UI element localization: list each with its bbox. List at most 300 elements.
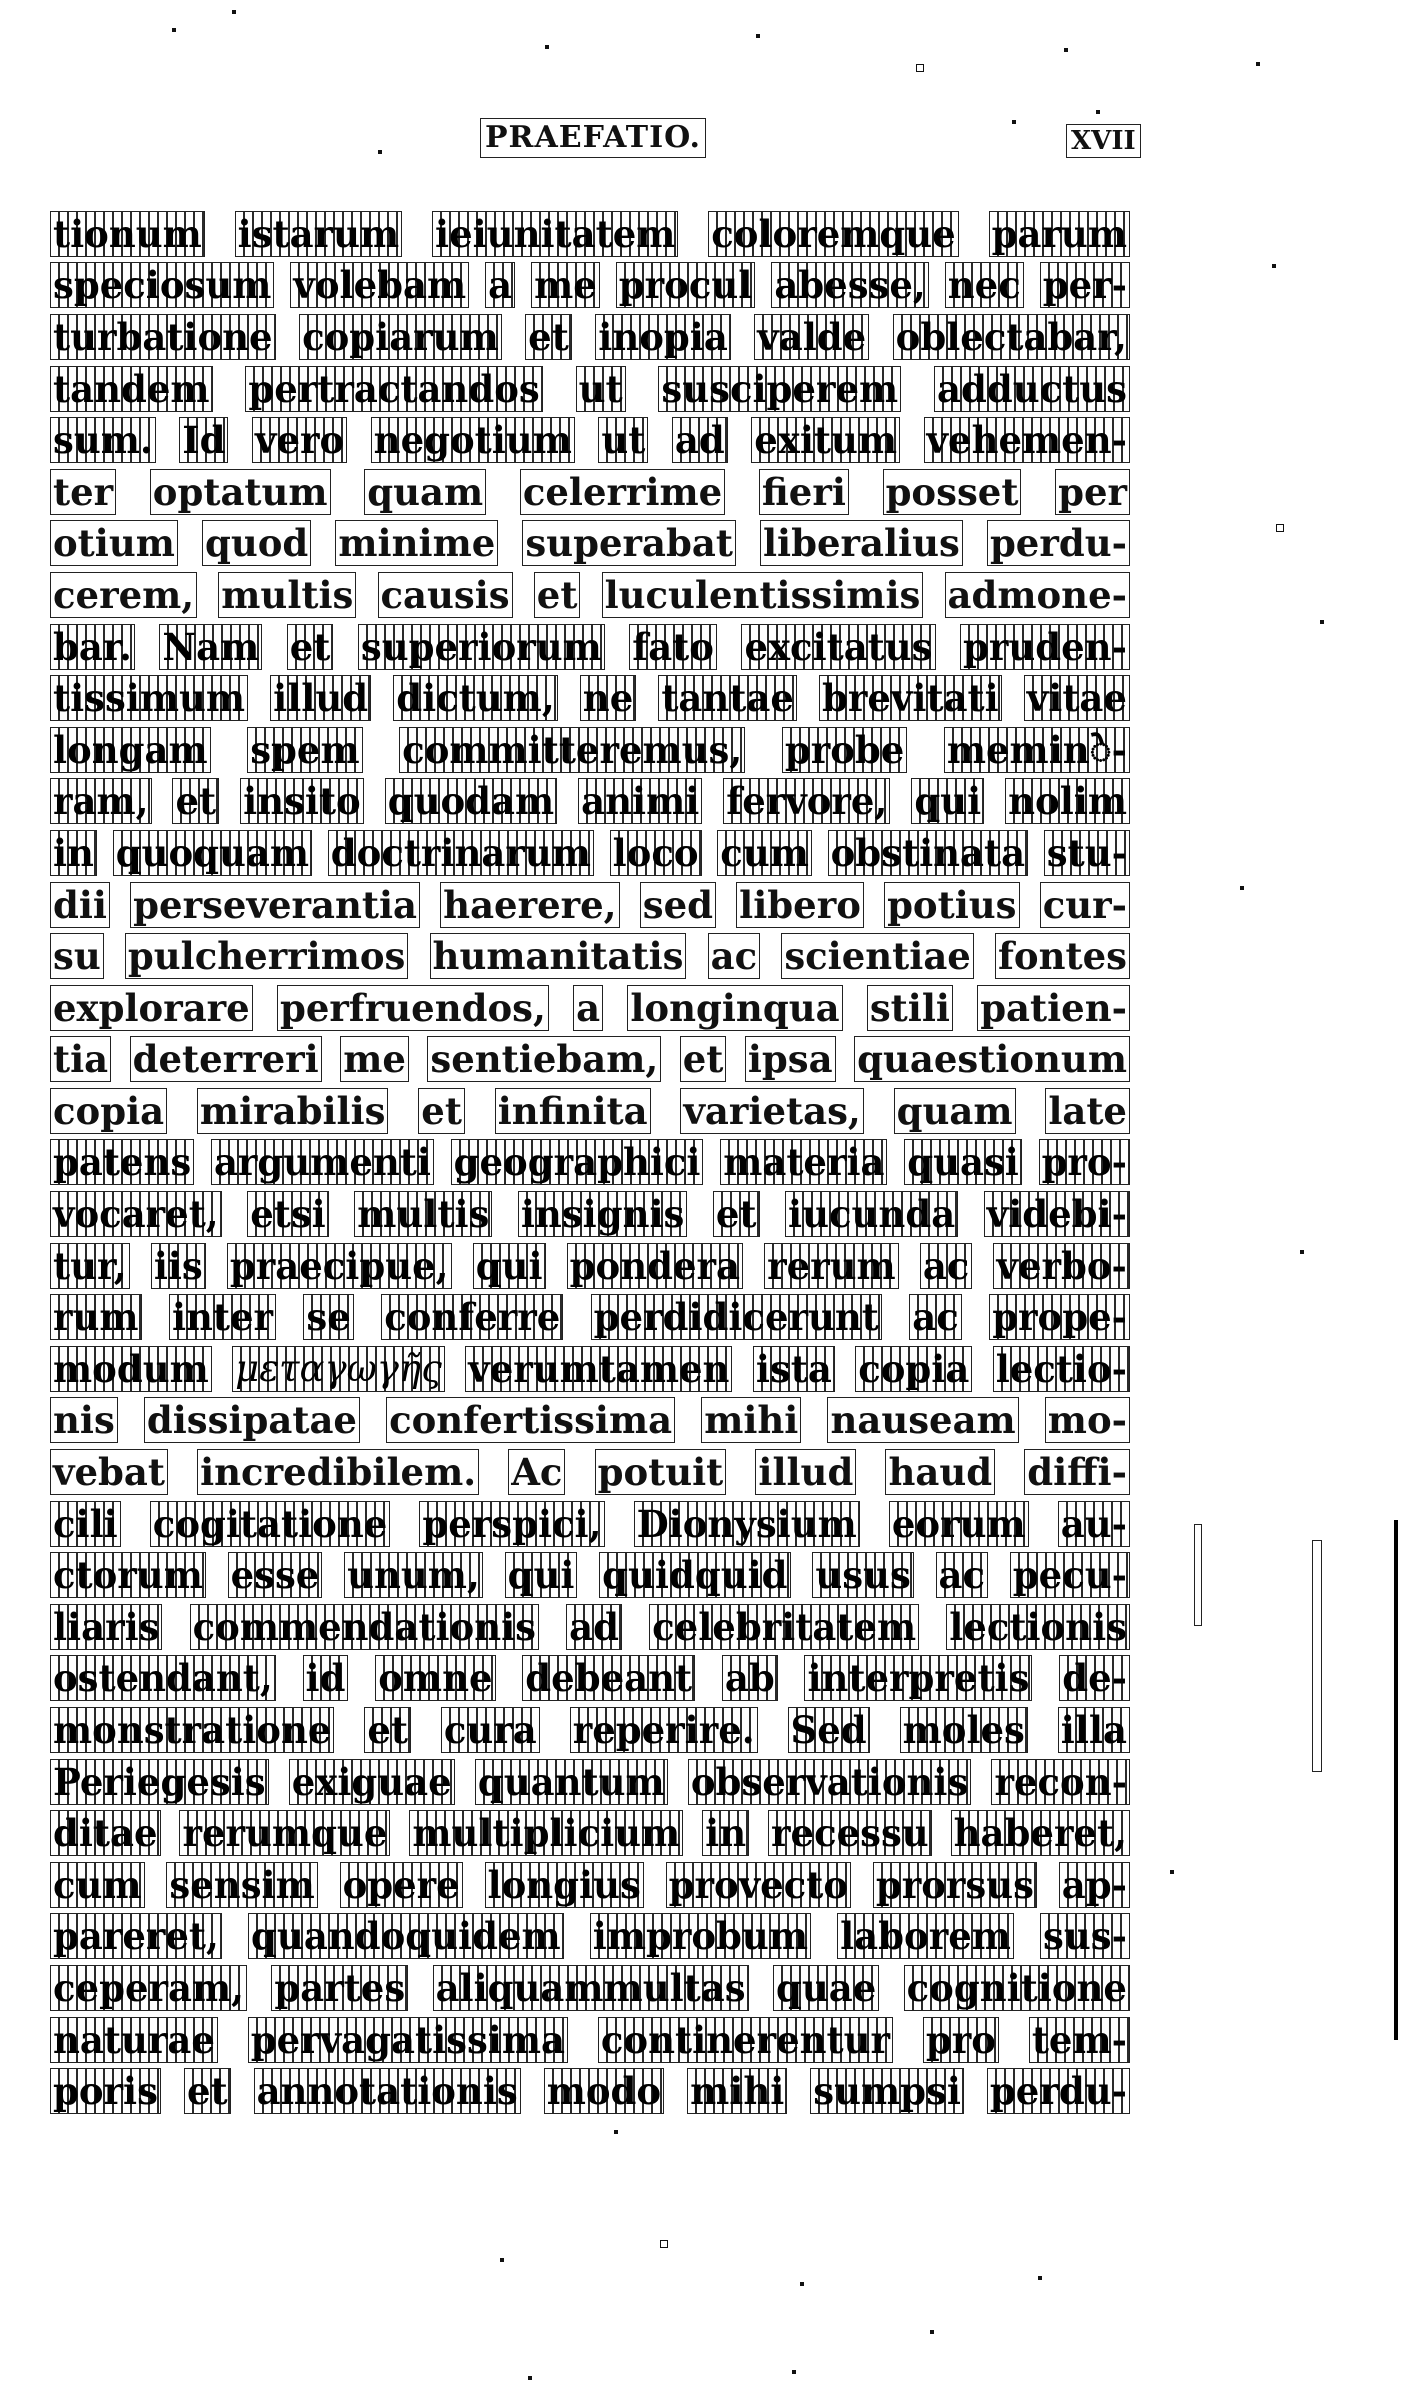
word-box: libero bbox=[736, 882, 864, 928]
word-box: pro bbox=[923, 2017, 999, 2063]
scan-speck bbox=[614, 2130, 618, 2134]
word-box: minime bbox=[335, 520, 498, 566]
word-box: diffi- bbox=[1024, 1449, 1130, 1495]
word-box: perspici, bbox=[419, 1501, 604, 1547]
text-line bbox=[50, 569, 1130, 621]
word-box: modo bbox=[544, 2068, 664, 2114]
word-box: adductus bbox=[934, 366, 1130, 412]
word-box: et bbox=[418, 1088, 465, 1134]
text-line bbox=[50, 1343, 1130, 1395]
word-box: fieri bbox=[759, 469, 849, 515]
word-box: fato bbox=[629, 624, 717, 670]
word-box: illud bbox=[755, 1449, 856, 1495]
scan-speck bbox=[1240, 886, 1244, 890]
scan-speck bbox=[1272, 264, 1276, 268]
word-box: verumtamen bbox=[465, 1346, 732, 1392]
word-box: iucunda bbox=[785, 1191, 958, 1237]
scan-speck bbox=[1256, 62, 1260, 66]
word-box: longinqua bbox=[627, 985, 842, 1031]
word-box: luculentissimis bbox=[602, 572, 924, 618]
scan-speck bbox=[1064, 48, 1068, 52]
margin-bracket bbox=[1194, 1524, 1202, 1626]
text-line bbox=[50, 1291, 1130, 1343]
word-box: posset bbox=[883, 469, 1022, 515]
word-box: cum bbox=[717, 830, 812, 876]
word-box: interpretis bbox=[804, 1655, 1032, 1701]
word-box: mirabilis bbox=[197, 1088, 389, 1134]
word-box: procul bbox=[616, 262, 756, 308]
word-box: me bbox=[340, 1036, 409, 1082]
word-box: haud bbox=[885, 1449, 995, 1495]
word-box: multis bbox=[218, 572, 356, 618]
word-box: quam bbox=[364, 469, 486, 515]
word-box: et bbox=[680, 1036, 727, 1082]
word-box: qui bbox=[911, 778, 984, 824]
word-box: ut bbox=[576, 366, 626, 412]
word-box: ad bbox=[566, 1604, 622, 1650]
word-box: verbo- bbox=[993, 1243, 1129, 1289]
word-box: rum bbox=[50, 1294, 142, 1340]
running-head: PRAEFATIO. bbox=[480, 118, 706, 158]
text-line bbox=[50, 208, 1130, 260]
word-box: patien- bbox=[977, 985, 1130, 1031]
word-box: haerere, bbox=[440, 882, 619, 928]
word-box: ostendant, bbox=[50, 1655, 276, 1701]
word-box: ad bbox=[672, 417, 728, 463]
word-box: Id bbox=[179, 417, 228, 463]
word-box: de- bbox=[1059, 1655, 1130, 1701]
word-box: ac bbox=[909, 1294, 962, 1340]
word-box: perseverantia bbox=[130, 882, 420, 928]
scan-speck bbox=[756, 34, 760, 38]
text-line bbox=[50, 414, 1130, 466]
word-box: ipsa bbox=[745, 1036, 836, 1082]
word-box: quaestionum bbox=[854, 1036, 1130, 1082]
word-box: multiplicium bbox=[409, 1810, 683, 1856]
word-box: au- bbox=[1058, 1501, 1130, 1547]
word-box: mo- bbox=[1045, 1397, 1130, 1443]
word-box: scientiae bbox=[781, 933, 974, 979]
text-line bbox=[50, 1240, 1130, 1292]
text-line bbox=[50, 363, 1130, 415]
word-box: cerem, bbox=[50, 572, 197, 618]
word-box: partes bbox=[271, 1965, 408, 2011]
word-box: esse bbox=[228, 1552, 323, 1598]
word-box: sum. bbox=[50, 417, 156, 463]
word-box: cum bbox=[50, 1862, 145, 1908]
word-box: quandoquidem bbox=[248, 1913, 564, 1959]
word-box: me bbox=[531, 262, 600, 308]
word-box: geographici bbox=[451, 1139, 704, 1185]
word-box: iis bbox=[151, 1243, 206, 1289]
word-box: cur- bbox=[1040, 882, 1130, 928]
word-box: superiorum bbox=[358, 624, 605, 670]
word-box: liaris bbox=[50, 1604, 162, 1650]
word-box: pondera bbox=[567, 1243, 743, 1289]
word-box: reperire. bbox=[570, 1707, 758, 1753]
word-box: quasi bbox=[904, 1139, 1022, 1185]
word-box: pecu- bbox=[1010, 1552, 1130, 1598]
scan-speck bbox=[660, 2240, 668, 2248]
word-box: spem bbox=[247, 727, 362, 773]
word-box: sentiebam, bbox=[427, 1036, 661, 1082]
word-box: rerum bbox=[764, 1243, 899, 1289]
body-text bbox=[50, 208, 1130, 2117]
word-box: ne bbox=[580, 675, 636, 721]
word-box: valde bbox=[754, 314, 869, 360]
word-box: qui bbox=[505, 1552, 578, 1598]
word-box: cura bbox=[441, 1707, 540, 1753]
text-line bbox=[50, 1085, 1130, 1137]
word-box: lectionis bbox=[946, 1604, 1130, 1650]
text-line bbox=[50, 1601, 1130, 1653]
text-line bbox=[50, 1962, 1130, 2014]
word-box: ctorum bbox=[50, 1552, 206, 1598]
word-box: recessu bbox=[768, 1810, 932, 1856]
scan-speck bbox=[1276, 524, 1284, 532]
word-box: Dionysium bbox=[634, 1501, 860, 1547]
word-box: pervagatissima bbox=[248, 2017, 568, 2063]
word-box: bar. bbox=[50, 624, 135, 670]
scan-speck bbox=[1170, 1870, 1174, 1874]
word-box: admone- bbox=[945, 572, 1130, 618]
word-box: Periegesis bbox=[50, 1759, 269, 1805]
text-line bbox=[50, 1137, 1130, 1189]
word-box: patens bbox=[50, 1139, 194, 1185]
word-box: ac bbox=[708, 933, 761, 979]
word-box: videbi- bbox=[984, 1191, 1130, 1237]
word-box: infinita bbox=[495, 1088, 651, 1134]
word-box: pro- bbox=[1039, 1139, 1130, 1185]
word-box: pruden- bbox=[960, 624, 1130, 670]
word-box: loco bbox=[610, 830, 702, 876]
word-box: abesse, bbox=[771, 262, 928, 308]
word-box: quod bbox=[202, 520, 311, 566]
word-box: late bbox=[1045, 1088, 1130, 1134]
word-box: naturae bbox=[50, 2017, 218, 2063]
word-box: longius bbox=[485, 1862, 644, 1908]
word-box: otium bbox=[50, 520, 178, 566]
word-box: Nam bbox=[159, 624, 262, 670]
text-line bbox=[50, 466, 1130, 518]
word-box: id bbox=[303, 1655, 349, 1701]
word-box: sensim bbox=[166, 1862, 317, 1908]
text-line bbox=[50, 621, 1130, 673]
word-box: nis bbox=[50, 1397, 118, 1443]
text-line bbox=[50, 2014, 1130, 2066]
word-box: insito bbox=[240, 778, 364, 824]
word-box: vehemen- bbox=[924, 417, 1130, 463]
word-box: et bbox=[713, 1191, 760, 1237]
word-box: vocaret, bbox=[50, 1191, 222, 1237]
word-box: cili bbox=[50, 1501, 121, 1547]
word-box: nolim bbox=[1005, 778, 1130, 824]
word-box: perdu- bbox=[987, 520, 1130, 566]
word-box: Ac bbox=[508, 1449, 565, 1495]
word-box: parum bbox=[989, 211, 1130, 257]
word-box: etsi bbox=[247, 1191, 329, 1237]
word-box: modum bbox=[50, 1346, 212, 1392]
word-box: pareret, bbox=[50, 1913, 222, 1959]
word-box: et bbox=[364, 1707, 411, 1753]
word-box: meminे- bbox=[944, 727, 1130, 773]
text-line bbox=[50, 879, 1130, 931]
word-box: brevitati bbox=[819, 675, 1002, 721]
text-line bbox=[50, 1549, 1130, 1601]
scan-speck bbox=[500, 2258, 504, 2262]
word-box: perdu- bbox=[987, 2068, 1130, 2114]
word-box: explorare bbox=[50, 985, 253, 1031]
word-box: ieiunitatem bbox=[432, 211, 678, 257]
word-box: coloremque bbox=[708, 211, 958, 257]
word-box: copia bbox=[855, 1346, 972, 1392]
word-box: argumenti bbox=[211, 1139, 434, 1185]
word-box: lectio- bbox=[993, 1346, 1130, 1392]
word-box: optatum bbox=[150, 469, 331, 515]
text-line bbox=[50, 724, 1130, 776]
word-box: se bbox=[303, 1294, 353, 1340]
word-box: sumpsi bbox=[810, 2068, 964, 2114]
word-box: quidquid bbox=[599, 1552, 790, 1598]
word-box: ac bbox=[936, 1552, 989, 1598]
word-box: animi bbox=[578, 778, 702, 824]
word-box: quoquam bbox=[113, 830, 312, 876]
word-box: usus bbox=[812, 1552, 913, 1598]
word-box: exitum bbox=[751, 417, 900, 463]
word-box: dictum, bbox=[393, 675, 557, 721]
scan-speck bbox=[1300, 1250, 1304, 1254]
word-box: Sed bbox=[788, 1707, 870, 1753]
word-box: superabat bbox=[522, 520, 736, 566]
word-box: doctrinarum bbox=[328, 830, 594, 876]
word-box: ter bbox=[50, 469, 116, 515]
word-box: incredibilem. bbox=[197, 1449, 479, 1495]
word-box: volebam bbox=[290, 262, 469, 308]
text-line bbox=[50, 1498, 1130, 1550]
word-box: dii bbox=[50, 882, 110, 928]
word-box: prope- bbox=[989, 1294, 1130, 1340]
word-box: debeant bbox=[522, 1655, 695, 1701]
word-box: committeremus, bbox=[399, 727, 745, 773]
text-line bbox=[50, 1756, 1130, 1808]
text-line bbox=[50, 1911, 1130, 1963]
word-box: stu- bbox=[1044, 830, 1130, 876]
word-box: tissimum bbox=[50, 675, 248, 721]
word-box: fontes bbox=[995, 933, 1130, 979]
word-box: ram, bbox=[50, 778, 152, 824]
text-line bbox=[50, 1395, 1130, 1447]
text-line bbox=[50, 518, 1130, 570]
word-box: negotium bbox=[371, 417, 575, 463]
word-box: commendationis bbox=[190, 1604, 539, 1650]
text-line bbox=[50, 982, 1130, 1034]
word-box: illa bbox=[1058, 1707, 1130, 1753]
word-box: poris bbox=[50, 2068, 161, 2114]
word-box: pulcherrimos bbox=[125, 933, 409, 979]
word-box: unum, bbox=[344, 1552, 483, 1598]
word-box: vitae bbox=[1024, 675, 1130, 721]
word-box: annotationis bbox=[254, 2068, 521, 2114]
word-box: stili bbox=[867, 985, 953, 1031]
word-box: in bbox=[702, 1810, 749, 1856]
word-box: in bbox=[50, 830, 97, 876]
word-box: tia bbox=[50, 1036, 111, 1082]
word-box: ab bbox=[722, 1655, 778, 1701]
word-box: ap- bbox=[1059, 1862, 1130, 1908]
scan-speck bbox=[232, 10, 236, 14]
word-box: liberalius bbox=[760, 520, 963, 566]
margin-edge-line bbox=[1394, 1520, 1398, 2040]
word-box: obstinata bbox=[828, 830, 1028, 876]
word-box: istarum bbox=[235, 211, 403, 257]
word-box: prorsus bbox=[873, 1862, 1037, 1908]
word-box: eorum bbox=[889, 1501, 1029, 1547]
word-box: moles bbox=[900, 1707, 1028, 1753]
word-box: confertissima bbox=[386, 1397, 675, 1443]
word-box: quantum bbox=[475, 1759, 668, 1805]
word-box: potuit bbox=[595, 1449, 727, 1495]
word-box: speciosum bbox=[50, 262, 274, 308]
word-box: perfruendos, bbox=[277, 985, 549, 1031]
word-box: dissipatae bbox=[144, 1397, 360, 1443]
word-box: qui bbox=[473, 1243, 546, 1289]
word-box: mihi bbox=[687, 2068, 787, 2114]
word-box: ditae bbox=[50, 1810, 161, 1856]
scan-speck bbox=[1320, 620, 1324, 624]
word-box: pertractandos bbox=[245, 366, 542, 412]
text-line bbox=[50, 827, 1130, 879]
word-box: ista bbox=[753, 1346, 835, 1392]
text-line bbox=[50, 930, 1130, 982]
word-box: fervore, bbox=[723, 778, 890, 824]
word-box: multis bbox=[354, 1191, 492, 1237]
text-line bbox=[50, 776, 1130, 828]
word-box: a bbox=[485, 262, 515, 308]
text-line bbox=[50, 260, 1130, 312]
word-box: observationis bbox=[688, 1759, 972, 1805]
word-box: varietas, bbox=[680, 1088, 863, 1134]
word-box: cogitatione bbox=[150, 1501, 390, 1547]
scan-speck bbox=[1038, 2276, 1042, 2280]
scan-speck bbox=[545, 45, 549, 49]
scan-speck bbox=[800, 2282, 804, 2286]
word-box: provecto bbox=[666, 1862, 851, 1908]
scan-speck bbox=[930, 2330, 934, 2334]
word-box: vebat bbox=[50, 1449, 168, 1495]
word-box: quodam bbox=[385, 778, 557, 824]
text-line bbox=[50, 1704, 1130, 1756]
word-box: excitatus bbox=[741, 624, 935, 670]
word-box: perdidicerunt bbox=[591, 1294, 882, 1340]
word-box: monstratione bbox=[50, 1707, 334, 1753]
text-line bbox=[50, 672, 1130, 724]
margin-bracket bbox=[1312, 1540, 1322, 1772]
word-box: probe bbox=[782, 727, 907, 773]
word-box: susciperem bbox=[658, 366, 901, 412]
word-box: nec bbox=[945, 262, 1024, 308]
word-box: inter bbox=[169, 1294, 276, 1340]
word-box: cognitione bbox=[904, 1965, 1130, 2011]
word-box: opere bbox=[340, 1862, 463, 1908]
word-box: deterreri bbox=[130, 1036, 322, 1082]
word-box: haberet, bbox=[951, 1810, 1130, 1856]
word-box: et bbox=[534, 572, 581, 618]
scan-speck bbox=[378, 150, 382, 154]
text-line bbox=[50, 1034, 1130, 1086]
word-box: tionum bbox=[50, 211, 205, 257]
word-box: longam bbox=[50, 727, 211, 773]
scan-speck bbox=[916, 64, 924, 72]
page-number: XVII bbox=[1066, 124, 1141, 158]
word-box: per bbox=[1055, 469, 1130, 515]
word-box: humanitatis bbox=[430, 933, 687, 979]
word-box: potius bbox=[884, 882, 1019, 928]
word-box: improbum bbox=[590, 1913, 811, 1959]
word-box: inopia bbox=[595, 314, 731, 360]
scan-speck bbox=[792, 2370, 796, 2374]
word-box: praecipue, bbox=[227, 1243, 452, 1289]
word-box: μεταγωγῆς bbox=[232, 1346, 445, 1392]
word-box: sus- bbox=[1040, 1913, 1130, 1959]
word-box: su bbox=[50, 933, 104, 979]
word-box: et bbox=[525, 314, 572, 360]
word-box: copia bbox=[50, 1088, 167, 1134]
word-box: copiarum bbox=[299, 314, 502, 360]
scan-speck bbox=[1012, 120, 1016, 124]
text-line bbox=[50, 2065, 1130, 2117]
text-line bbox=[50, 1188, 1130, 1240]
word-box: ceperam, bbox=[50, 1965, 247, 2011]
word-box: laborem bbox=[837, 1913, 1014, 1959]
scan-speck bbox=[528, 2376, 532, 2380]
word-box: et bbox=[184, 2068, 231, 2114]
text-line bbox=[50, 1653, 1130, 1705]
word-box: ac bbox=[920, 1243, 973, 1289]
word-box: a bbox=[573, 985, 603, 1031]
word-box: per- bbox=[1040, 262, 1130, 308]
word-box: exiguae bbox=[289, 1759, 455, 1805]
word-box: aliquammultas bbox=[433, 1965, 749, 2011]
word-box: sed bbox=[640, 882, 716, 928]
word-box: illud bbox=[270, 675, 371, 721]
word-box: causis bbox=[378, 572, 513, 618]
word-box: turbatione bbox=[50, 314, 276, 360]
text-line bbox=[50, 1807, 1130, 1859]
word-box: celerrime bbox=[520, 469, 725, 515]
word-box: recon- bbox=[991, 1759, 1130, 1805]
word-box: et bbox=[287, 624, 334, 670]
text-line bbox=[50, 1446, 1130, 1498]
scan-speck bbox=[172, 28, 176, 32]
word-box: vero bbox=[252, 417, 347, 463]
word-box: oblectabar, bbox=[893, 314, 1130, 360]
word-box: rerumque bbox=[179, 1810, 390, 1856]
text-line bbox=[50, 311, 1130, 363]
word-box: et bbox=[172, 778, 219, 824]
word-box: tandem bbox=[50, 366, 213, 412]
text-line bbox=[50, 1859, 1130, 1911]
word-box: quam bbox=[894, 1088, 1016, 1134]
word-box: tem- bbox=[1029, 2017, 1130, 2063]
word-box: celebritatem bbox=[649, 1604, 919, 1650]
word-box: mihi bbox=[701, 1397, 801, 1443]
word-box: continerentur bbox=[598, 2017, 893, 2063]
word-box: quae bbox=[773, 1965, 879, 2011]
word-box: conferre bbox=[381, 1294, 563, 1340]
word-box: ut bbox=[598, 417, 648, 463]
word-box: omne bbox=[375, 1655, 495, 1701]
word-box: materia bbox=[720, 1139, 887, 1185]
